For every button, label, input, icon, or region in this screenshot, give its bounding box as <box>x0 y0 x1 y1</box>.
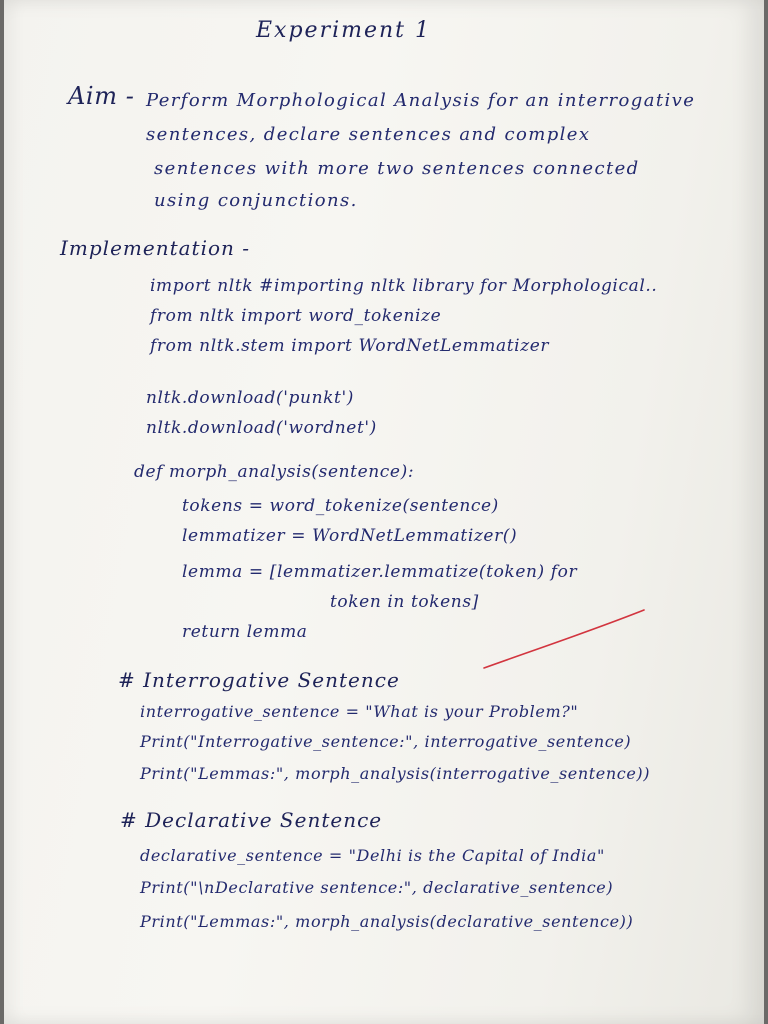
implementation-heading: Implementation - <box>60 236 251 260</box>
code-line: Print("Lemmas:", morph_analysis(interrogative_sentence)) <box>140 764 651 783</box>
code-line: declarative_sentence = "Delhi is the Capital of India" <box>140 846 605 865</box>
aim-line: using conjunctions. <box>154 190 358 211</box>
code-line: Print("\nDeclarative sentence:", declarative_sentence) <box>140 878 614 897</box>
function-definition: def morph_analysis(sentence): <box>134 462 415 482</box>
code-line: import nltk #importing nltk library for Morphological.. <box>150 276 658 296</box>
code-line: lemma = [lemmatizer.lemmatize(token) for <box>182 562 578 582</box>
aim-line: Perform Morphological Analysis for an interrogative <box>146 90 696 111</box>
code-line: nltk.download('wordnet') <box>146 418 377 438</box>
aim-line: sentences, declare sentences and complex <box>146 124 591 145</box>
code-line: from nltk import word_tokenize <box>150 306 442 326</box>
aim-label: Aim - <box>68 82 135 110</box>
page-title: Experiment 1 <box>256 18 432 43</box>
code-line: return lemma <box>182 622 308 642</box>
code-line: Print("Interrogative_sentence:", interrogative_sentence) <box>140 732 632 751</box>
code-line: Print("Lemmas:", morph_analysis(declarative_sentence)) <box>140 912 634 931</box>
notebook-page <box>4 0 764 1024</box>
code-line: interrogative_sentence = "What is your Problem?" <box>140 702 579 721</box>
code-line: nltk.download('punkt') <box>146 388 354 408</box>
interrogative-comment: # Interrogative Sentence <box>118 668 400 692</box>
declarative-comment: # Declarative Sentence <box>120 808 383 832</box>
aim-line: sentences with more two sentences connected <box>154 158 640 179</box>
code-line: lemmatizer = WordNetLemmatizer() <box>182 526 518 546</box>
code-line: tokens = word_tokenize(sentence) <box>182 496 499 516</box>
code-line: token in tokens] <box>330 592 479 612</box>
code-line: from nltk.stem import WordNetLemmatizer <box>150 336 550 356</box>
